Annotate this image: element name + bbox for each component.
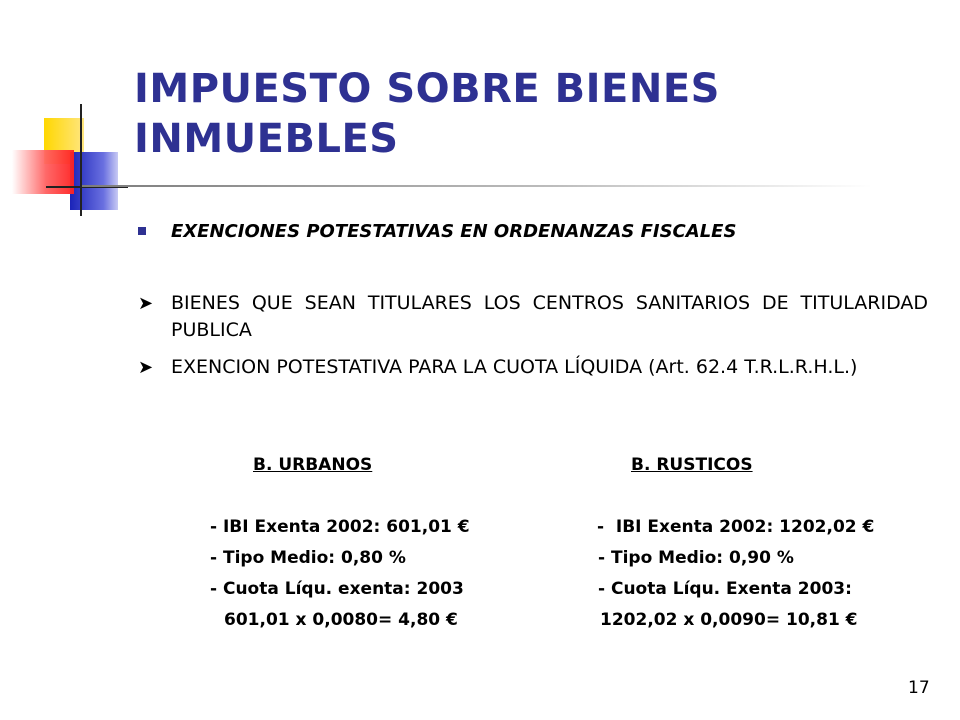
rusticos-line: 1202,02 x 0,0090= 10,81 € <box>600 610 858 630</box>
urbanos-header: B. URBANOS <box>253 455 373 475</box>
slide-title: IMPUESTO SOBRE BIENES INMUEBLES <box>134 66 720 162</box>
square-bullet-icon <box>138 227 146 235</box>
urbanos-line: 601,01 x 0,0080= 4,80 € <box>224 610 458 630</box>
urbanos-line: - Cuota Líqu. exenta: 2003 <box>210 579 464 599</box>
urbanos-line: - IBI Exenta 2002: 601,01 € <box>210 517 470 537</box>
arrow-bullet-icon: ➤ <box>138 293 154 314</box>
bullet-item <box>138 354 928 381</box>
urbanos-line: - Tipo Medio: 0,80 % <box>210 548 406 568</box>
blue-square-decoration <box>70 152 118 210</box>
rusticos-line: - Tipo Medio: 0,90 % <box>598 548 794 568</box>
rusticos-line: - Cuota Líqu. Exenta 2003: <box>598 579 852 599</box>
arrow-bullet-icon: ➤ <box>138 357 154 378</box>
subtitle-text: EXENCIONES POTESTATIVAS EN ORDENANZAS FISCALES <box>171 221 737 242</box>
rusticos-header: B. RUSTICOS <box>631 455 753 475</box>
title-underline <box>82 185 872 187</box>
bullet-text: BIENES QUE SEAN TITULARES LOS CENTROS SANITARIOS DE TITULARIDAD PUBLICA <box>171 292 928 341</box>
decorative-logo <box>0 0 130 230</box>
rusticos-line: - IBI Exenta 2002: 1202,02 € <box>597 517 875 537</box>
subtitle-bullet <box>138 218 898 245</box>
bullet-text: EXENCION POTESTATIVA PARA LA CUOTA LÍQUIDA (Art. 62.4 T.R.L.R.H.L.) <box>171 356 858 378</box>
bullet-item <box>138 290 928 344</box>
page-number: 17 <box>908 678 930 698</box>
vertical-line-decoration <box>80 104 82 216</box>
